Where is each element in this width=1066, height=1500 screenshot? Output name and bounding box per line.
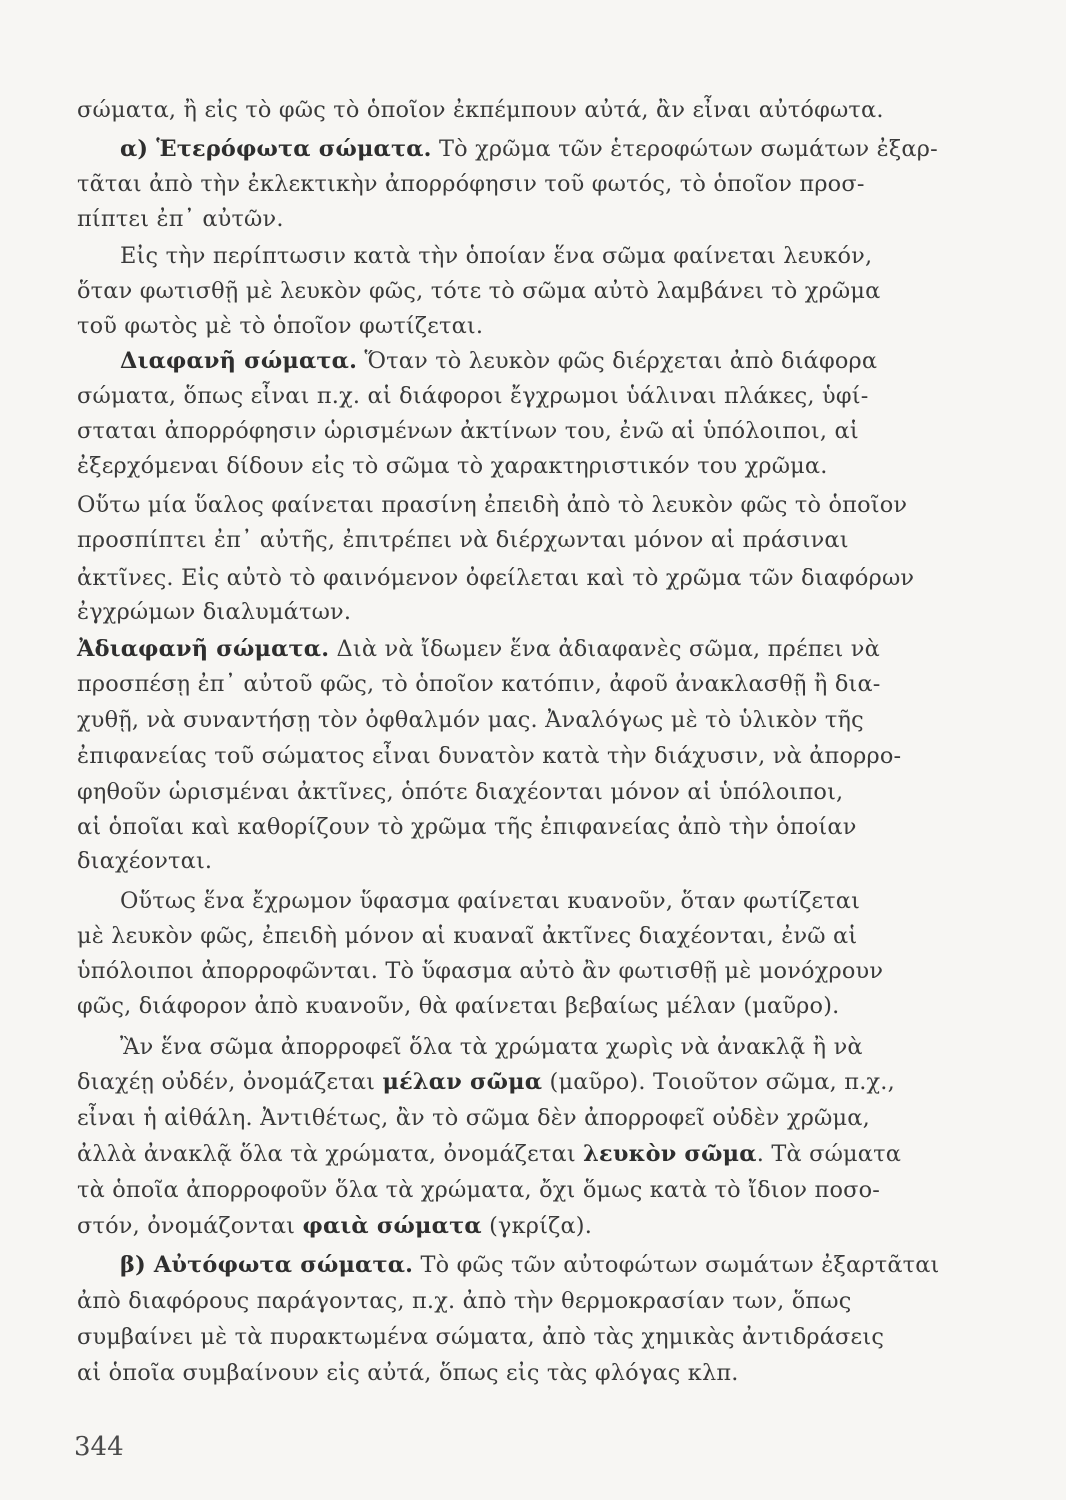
text-line: εἶναι ἡ αἰθάλη. Ἀντιθέτως, ἂν τὸ σῶμα δὲν ἀπορροφεῖ οὐδὲν χρῶμα, xyxy=(77,1105,870,1131)
text-line: τὰ ὁποῖα ἀπορροφοῦν ὅλα τὰ χρώματα, ὄχι ὅμως κατὰ τὸ ἴδιον ποσο- xyxy=(77,1177,881,1203)
text-line: προσπίπτει ἐπ᾽ αὐτῆς, ἐπιτρέπει νὰ διέρχωνται μόνον αἱ πράσιναι xyxy=(77,527,849,553)
text-span: διαχέῃ οὐδέν, ὀνομάζεται xyxy=(77,1069,383,1095)
text-line: συμβαίνει μὲ τὰ πυρακτωμένα σώματα, ἀπὸ τὰς χημικὰς ἀντιδράσεις xyxy=(77,1324,885,1350)
text-span: Τὸ φῶς τῶν αὐτοφώτων σωμάτων ἐξαρτᾶται xyxy=(413,1252,940,1278)
text-line: μὲ λευκὸν φῶς, ἐπειδὴ μόνον αἱ κυαναῖ ἀκτῖνες διαχέονται, ἐνῶ αἱ xyxy=(77,923,858,949)
text-span: Ὅταν τὸ λευκὸν φῶς διέρχεται ἀπὸ διάφορα xyxy=(357,348,878,374)
text-line: ἐξερχόμεναι δίδουν εἰς τὸ σῶμα τὸ χαρακτηριστικόν του χρῶμα. xyxy=(77,453,828,479)
text-line: προσπέσῃ ἐπ᾽ αὐτοῦ φῶς, τὸ ὁποῖον κατόπιν, ἀφοῦ ἀνακλασθῇ ἢ δια- xyxy=(77,671,881,697)
text-line: σώματα, ὅπως εἶναι π.χ. αἱ διάφοροι ἔγχρωμοι ὑάλιναι πλάκες, ὑφί- xyxy=(77,383,869,409)
text-span: Διὰ νὰ ἴδωμεν ἕνα ἀδιαφανὲς σῶμα, πρέπει νὰ xyxy=(329,636,880,662)
text-line: ἐπιφανείας τοῦ σώματος εἶναι δυνατὸν κατὰ τὴν διάχυσιν, νὰ ἀπορρο- xyxy=(77,743,902,769)
text-line: ἀκτῖνες. Εἰς αὐτὸ τὸ φαινόμενον ὀφείλεται καὶ τὸ χρῶμα τῶν διαφόρων xyxy=(77,565,915,591)
text-line: χυθῇ, νὰ συναντήσῃ τὸν ὀφθαλμόν μας. Ἀναλόγως μὲ τὸ ὑλικὸν τῆς xyxy=(77,707,864,733)
text-line: φῶς, διάφορον ἀπὸ κυανοῦν, θὰ φαίνεται βεβαίως μέλαν (μαῦρο). xyxy=(77,993,840,1019)
text-line xyxy=(120,134,939,164)
page-number: 344 xyxy=(74,1432,124,1462)
text-line xyxy=(120,346,939,376)
text-line xyxy=(120,1250,939,1280)
text-line xyxy=(77,1211,939,1241)
text-line: Οὕτως ἕνα ἔχρωμον ὕφασμα φαίνεται κυανοῦν, ὅταν φωτίζεται xyxy=(120,888,861,914)
bold-term: μέλαν σῶμα xyxy=(382,1069,543,1095)
text-line: ἐγχρώμων διαλυμάτων. xyxy=(77,599,352,625)
text-span: (μαῦρο). Τοιοῦτον σῶμα, π.χ., xyxy=(542,1069,895,1095)
text-line: τοῦ φωτὸς μὲ τὸ ὁποῖον φωτίζεται. xyxy=(77,313,484,339)
text-line: αἱ ὁποῖαι καὶ καθορίζουν τὸ χρῶμα τῆς ἐπιφανείας ἀπὸ τὴν ὁποίαν xyxy=(77,814,857,840)
section-heading: Διαφανῆ σώματα. xyxy=(120,348,358,374)
text-line: αἱ ὁποῖα συμβαίνουν εἰς αὐτά, ὅπως εἰς τὰς φλόγας κλπ. xyxy=(77,1360,739,1386)
text-span: ἀλλὰ ἀνακλᾷ ὅλα τὰ χρώματα, ὀνομάζεται xyxy=(77,1141,584,1167)
text-span: Τὸ χρῶμα τῶν ἑτεροφώτων σωμάτων ἐξαρ- xyxy=(431,136,938,162)
text-span: (γκρίζα). xyxy=(481,1213,593,1239)
text-line: σταται ἀπορρόφησιν ὡρισμένων ἀκτίνων του, ἐνῶ αἱ ὑπόλοιποι, αἱ xyxy=(77,418,859,444)
text-line: διαχέονται. xyxy=(77,848,213,874)
text-line: φηθοῦν ὡρισμέναι ἀκτῖνες, ὁπότε διαχέονται μόνον αἱ ὑπόλοιποι, xyxy=(77,779,844,805)
text-line xyxy=(77,95,939,125)
bold-term: φαιὰ σώματα xyxy=(302,1213,482,1239)
text-line xyxy=(77,1067,939,1097)
text-line: ὅταν φωτισθῇ μὲ λευκὸν φῶς, τότε τὸ σῶμα αὐτὸ λαμβάνει τὸ χρῶμα xyxy=(77,278,881,304)
section-heading: α) Ἑτερόφωτα σώματα. xyxy=(120,136,432,162)
text-line: Οὕτω μία ὕαλος φαίνεται πρασίνη ἐπειδὴ ἀπὸ τὸ λευκὸν φῶς τὸ ὁποῖον xyxy=(77,492,908,518)
text-span: σώματα, ἢ εἰς τὸ φῶς τὸ ὁποῖον ἐκπέμπουν αὐτά, ἂν εἶναι αὐτόφωτα. xyxy=(77,97,884,123)
text-line: πίπτει ἐπ᾽ αὐτῶν. xyxy=(77,206,284,232)
section-heading: β) Αὐτόφωτα σώματα. xyxy=(120,1252,414,1278)
text-line xyxy=(77,634,939,664)
text-line: τᾶται ἀπὸ τὴν ἐκλεκτικὴν ἀπορρόφησιν τοῦ φωτός, τὸ ὁποῖον προσ- xyxy=(77,171,865,197)
text-line: Ἂν ἕνα σῶμα ἀπορροφεῖ ὅλα τὰ χρώματα χωρὶς νὰ ἀνακλᾷ ἢ νὰ xyxy=(120,1034,863,1060)
text-span: στόν, ὀνομάζονται xyxy=(77,1213,303,1239)
bold-term: λευκὸν σῶμα xyxy=(583,1141,757,1167)
section-heading: Ἀδιαφανῆ σώματα. xyxy=(77,636,330,662)
text-line: ἀπὸ διαφόρους παράγοντας, π.χ. ἀπὸ τὴν θερμοκρασίαν των, ὅπως xyxy=(77,1288,852,1314)
text-line: ὑπόλοιποι ἀπορροφῶνται. Τὸ ὕφασμα αὐτὸ ἂν φωτισθῇ μὲ μονόχρουν xyxy=(77,958,884,984)
text-span: . Τὰ σώματα xyxy=(756,1141,902,1167)
text-line: Εἰς τὴν περίπτωσιν κατὰ τὴν ὁποίαν ἕνα σῶμα φαίνεται λευκόν, xyxy=(120,243,873,269)
text-line xyxy=(77,1139,939,1169)
